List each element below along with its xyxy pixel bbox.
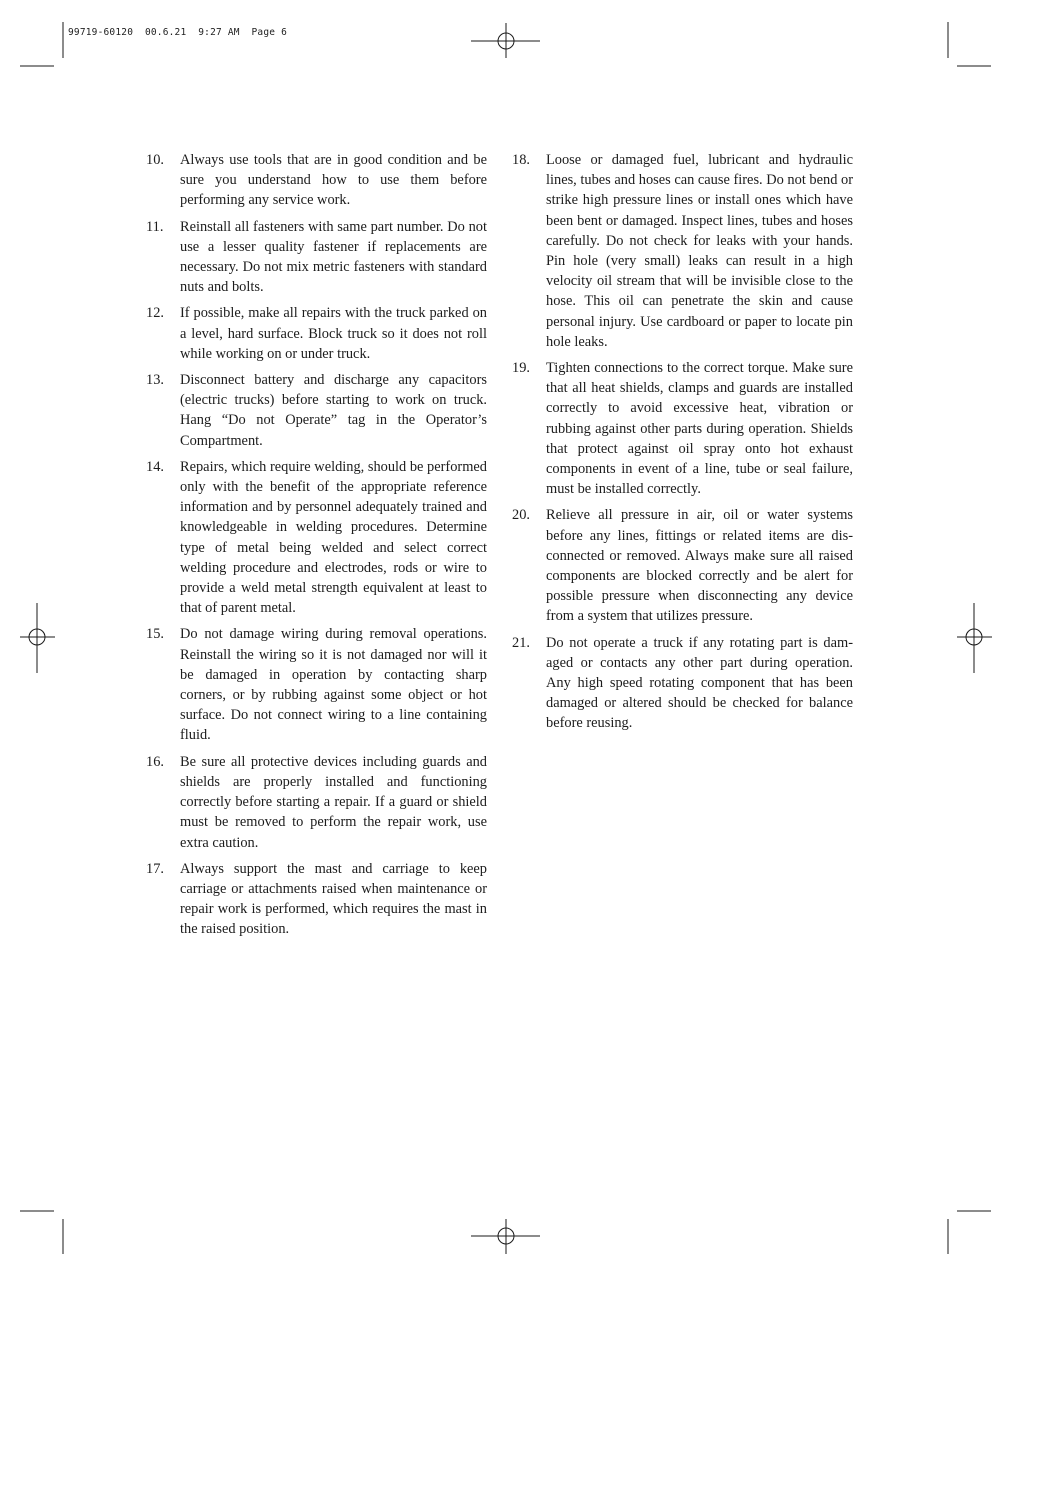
left-column: [146, 150, 487, 946]
item-number: 14.: [146, 458, 164, 475]
item-text: Repairs, which require welding, should be performed only with the benefit of the appropriate reference information and by personnel adequately trained and knowledgeable in welding procedures. Determine type of metal being welded and select correct welding procedure and electrodes, rods or wire to provide a weld metal strength equivalent at least to that of parent metal.: [180, 458, 487, 617]
right-column: [512, 150, 853, 740]
list-item-11: [146, 217, 487, 298]
item-number: 12.: [146, 305, 164, 322]
item-number: 10.: [146, 152, 164, 168]
list-item-13: [146, 370, 487, 451]
item-text: Do not damage wiring during removal operations. Reinstall the wiring so it is not damaged nor will it be damaged in operation by contacting sharp corners, or by rubbing against some object or hot surface. Do not connect wiring to a line containing fluid.: [180, 626, 487, 744]
item-number: 13.: [146, 372, 164, 389]
item-text: Always use tools that are in good condition and be sure you understand how to use them before performing any service work.: [180, 152, 487, 209]
item-text: Always support the mast and carriage to keep carriage or attachments raised when maintenance or repair work is performed, which requires the mast in the raised position.: [180, 860, 487, 938]
print-slug-line: 99719-60120 00.6.21 9:27 AM Page 6: [68, 27, 288, 38]
registration-target-bottom: [471, 1219, 540, 1254]
list-item-10: [146, 150, 487, 211]
item-text: Relieve all pressure in air, oil or water systems before any lines, fittings or related items are disconnected or removed. Always make sure all raised components are blocked correctly and be alert for possible pressure when disconnecting any device from a system that utilizes pressure.: [546, 507, 853, 625]
item-number: 19.: [512, 360, 530, 377]
item-text: Disconnect battery and discharge any capacitors (electric trucks) before starting to work on truck. Hang “Do not Operate” tag in the Operator’s Compartment.: [180, 372, 487, 449]
list-item-21: [512, 633, 853, 734]
item-number: 21.: [512, 634, 530, 651]
item-text: Be sure all protective devices including guards and shields are properly installed and functioning correctly before starting a repair. If a guard or shield must be removed to perform the repair work, use extra caution.: [180, 753, 487, 851]
list-item-17: [146, 859, 487, 940]
item-text: Do not operate a truck if any rotating part is damaged or contacts any other part during operation. Any high speed rotating component that has been damaged or altered should be checked for balance before reusing.: [546, 634, 853, 732]
list-item-15: [146, 624, 487, 745]
registration-target-right: [957, 603, 992, 673]
crop-mark-top-right: [948, 22, 991, 66]
list-item-12: [146, 303, 487, 364]
crop-mark-bottom-right: [948, 1211, 991, 1254]
item-number: 11.: [146, 218, 164, 235]
item-number: 17.: [146, 860, 164, 877]
item-text: Reinstall all fasteners with same part number. Do not use a lesser quality fastener if replacements are necessary. Do not mix metric fasteners with standard nuts and bolts.: [180, 218, 487, 296]
item-text: Tighten connections to the correct torque. Make sure that all heat shields, clamps and guards are installed correctly to avoid excessive heat, vibration or rubbing against other parts during operation. Shields that protect against oil spray onto hot exhaust components in event of a line, tube or seal failure, must be installed correctly.: [546, 360, 853, 498]
list-item-18: [512, 150, 853, 352]
list-item-16: [146, 752, 487, 853]
item-number: 15.: [146, 626, 164, 643]
list-item-19: [512, 358, 853, 499]
registration-target-left: [20, 603, 55, 673]
crop-mark-bottom-left: [20, 1211, 63, 1254]
item-number: 16.: [146, 753, 164, 770]
item-number: 18.: [512, 152, 530, 168]
crop-mark-top-left: [20, 22, 63, 66]
registration-target-top: [471, 23, 540, 58]
list-item-20: [512, 505, 853, 626]
item-text: If possible, make all repairs with the truck parked on a level, hard surface. Block truck so it does not roll while working on or under truck.: [180, 305, 487, 362]
item-text: Loose or damaged fuel, lubricant and hydraulic lines, tubes and hoses can cause fires. Do not bend or strike high pressure lines or install ones which have been bent or damaged. Inspect lines, tubes and hoses carefully. Do not check for leaks with your hands. Pin hole (very small) leaks can result in a high velocity oil stream that will be invisible close to the hose. This oil can penetrate the skin and cause personal injury. Use cardboard or paper to locate pin hole leaks.: [546, 152, 853, 350]
list-item-14: [146, 457, 487, 619]
item-number: 20.: [512, 507, 530, 524]
